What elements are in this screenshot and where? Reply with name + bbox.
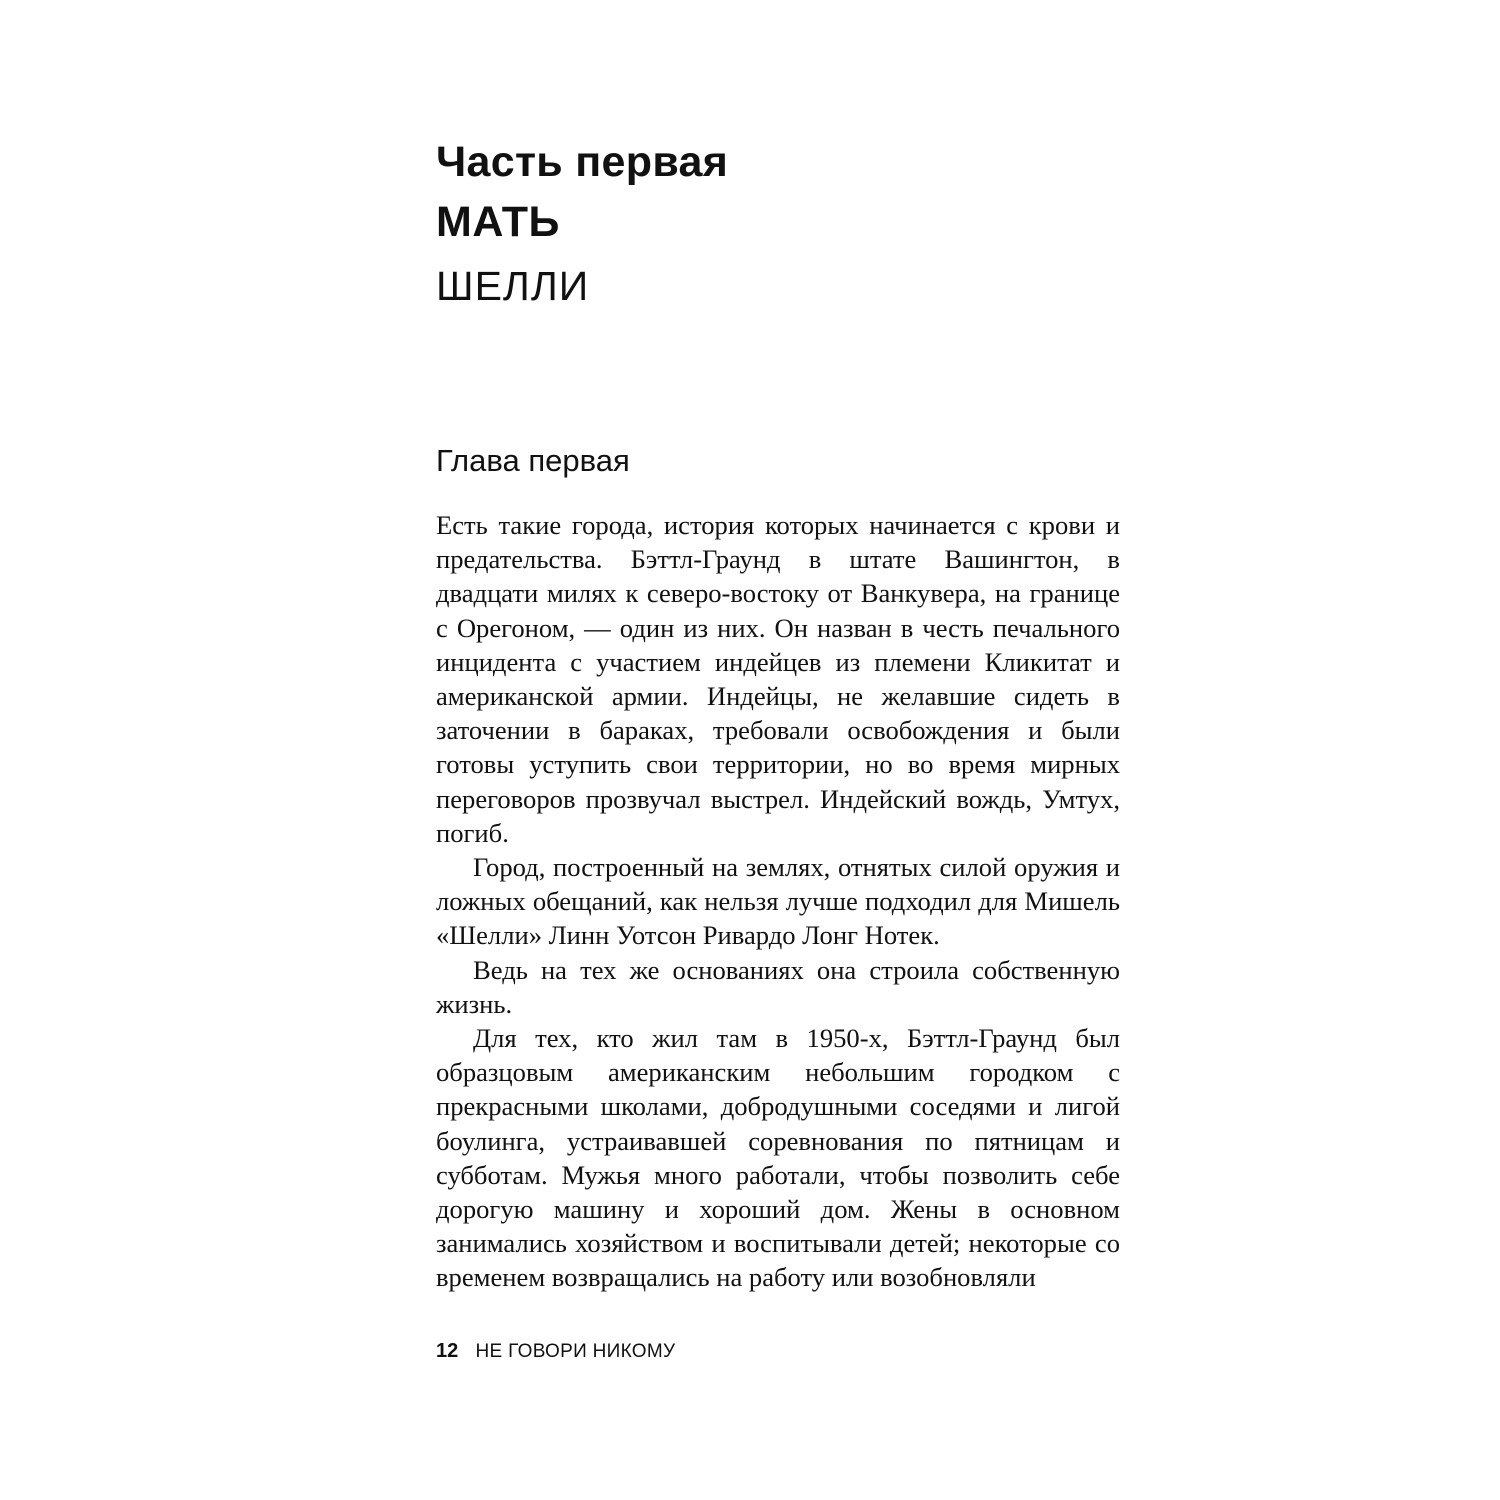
part-subtitle: ШЕЛЛИ	[436, 263, 590, 309]
paragraph-1: Есть такие города, история которых начинается с крови и предательства. Бэттл-Граунд в штате Вашингтон, в двадцати милях к северо-востоку от Ванкувера, на границе с Орегоном, — один из них. Он назван в честь печального инцидента с участием индейцев из племени Кликитат и американской армии. Индейцы, не желавшие сидеть в заточении в бараках, требовали освобождения и были готовы уступить свои территории, но во время мирных переговоров прозвучал выстрел. Индейский вождь, Умтух, погиб.	[436, 510, 1120, 848]
part-name: МАТЬ	[436, 198, 560, 246]
part-header	[436, 132, 728, 318]
page-footer	[436, 1336, 675, 1367]
paragraph-3: Ведь на тех же основаниях она строила собственную жизнь.	[436, 954, 1120, 1019]
body-text	[436, 508, 1120, 1295]
running-title: НЕ ГОВОРИ НИКОМУ	[475, 1341, 676, 1362]
chapter-title: Глава первая	[436, 443, 630, 478]
part-title: Часть первая	[436, 138, 729, 186]
paragraph-4: Для тех, кто жил там в 1950-х, Бэттл-Граунд был образцовым американским небольшим городком с прекрасными школами, добродушными соседями и лигой боулинга, устраивавшей соревнования по пятницам и субботам. Мужья много работали, чтобы позволить себе дорогую машину и хороший дом. Жены в основном занимались хозяйством и воспитывали детей; некоторые со временем возвращались на работу или возобновляли	[436, 1023, 1120, 1293]
paragraph-2: Город, построенный на землях, отнятых силой оружия и ложных обещаний, как нельзя лучше подходил для Мишель «Шелли» Линн Уотсон Ривардо Лонг Нотек.	[436, 852, 1120, 951]
page-number: 12	[436, 1340, 459, 1362]
